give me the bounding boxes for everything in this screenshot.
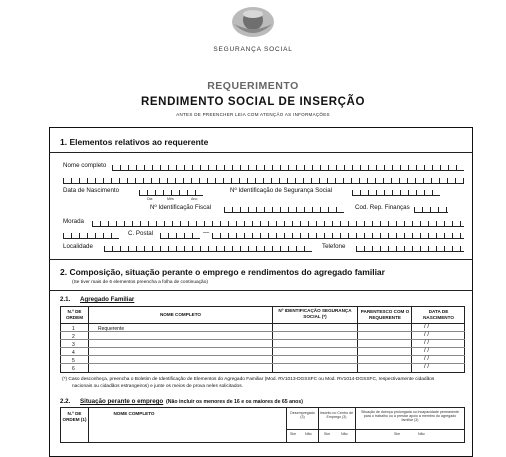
morada-field[interactable]	[92, 216, 464, 227]
telefone-label: Telefone	[322, 243, 346, 250]
cod-financas-field[interactable]	[414, 202, 448, 213]
row-num: 5	[72, 358, 75, 364]
nao-label: Não	[305, 432, 312, 436]
nascimento-label: Data de Nascimento	[63, 187, 120, 194]
morada-label: Morada	[63, 218, 84, 225]
sub21-num: 2.1.	[60, 296, 71, 303]
col-divider	[355, 407, 356, 443]
row-num: 3	[72, 342, 75, 348]
nif-label: Nº Identificação Fiscal	[150, 204, 212, 211]
sim-label: Sim	[324, 432, 331, 436]
col-header-ordem: N.º DE ORDEM	[65, 309, 84, 320]
mes-label: Mês	[167, 197, 174, 201]
col-header-desempregado: Desempregado (3)	[290, 411, 315, 419]
cod-financas-label: Cod. Rep. Finanças	[355, 204, 410, 211]
niss-label: Nº Identificação de Segurança Social	[230, 187, 333, 194]
localidade-label: Localidade	[63, 243, 93, 250]
sub21-title: Agregado Familiar	[80, 296, 135, 303]
ano-label: Ano	[191, 197, 198, 201]
nao-label: Não	[418, 432, 425, 436]
row-num: 2	[72, 334, 75, 340]
date-slashes: / /	[424, 356, 430, 362]
morada-field-line2[interactable]	[63, 228, 119, 239]
nao-label: Não	[341, 432, 348, 436]
requerimento-label: REQUERIMENTO	[207, 80, 299, 92]
col-header-nome: NOME COMPLETO	[113, 411, 155, 416]
date-slashes: / /	[424, 332, 430, 338]
footnote-line2: nacionais ou cidadãos estrangeiros) e junte os meios de prova neles solicitados.	[72, 384, 243, 389]
sim-label: Sim	[290, 432, 297, 436]
section2-title: 2. Composição, situação perante o emprego e rendimentos do agregado familiar	[60, 267, 385, 277]
row-num: 4	[72, 350, 75, 356]
localidade-field[interactable]	[104, 241, 312, 252]
form-title: RENDIMENTO SOCIAL DE INSERÇÃO	[141, 96, 365, 108]
sub22-title: Situação perante o emprego	[80, 398, 164, 405]
header-divider	[60, 323, 465, 324]
cpostal-field[interactable]	[160, 228, 200, 239]
row-divider	[60, 331, 465, 332]
divider	[49, 290, 473, 291]
nome-label: Nome completo	[63, 162, 107, 169]
sub22-num: 2.2.	[60, 398, 71, 405]
nascimento-field[interactable]	[139, 185, 203, 196]
col-divider	[286, 407, 287, 443]
col-header-nascimento: DATA DE NASCIMENTO	[423, 309, 454, 320]
dia-label: Dia	[147, 197, 153, 201]
telefone-field[interactable]	[356, 241, 464, 252]
row-num: 1	[72, 326, 75, 332]
sim-nao-divider	[286, 429, 465, 430]
date-slashes: / /	[424, 340, 430, 346]
col-header-parentesco: PARENTESCO COM O REQUERENTE	[360, 309, 410, 320]
cpostal-dash: —	[203, 229, 210, 236]
row-divider	[60, 363, 465, 364]
divider	[49, 259, 473, 260]
row-num: 6	[72, 366, 75, 372]
row-divider	[60, 355, 465, 356]
sub22-note: (Não incluir os menores de 16 e os maiores de 65 anos)	[166, 399, 303, 405]
col-header-doenca: Situação de doença prolongada ou incapacidade permanente para o trabalho ou a prestar apoio a membro do agregado familiar (3)	[360, 410, 460, 422]
section1-title: 1. Elementos relativos ao requerente	[60, 137, 209, 147]
footnote-line1: (*) Caso desconheça, preencha o Boletim de Identificação de Elementos do Agregado Familiar (Mod. RV1013-DGSSFC ou Mod. RV1014-DGSSFC, respectivamente cidadãos	[62, 377, 435, 382]
col-header-inscrito: Inscrito no Centro de Emprego (3)	[319, 411, 354, 419]
cpostal-locality-field[interactable]	[212, 228, 464, 239]
divider	[49, 152, 473, 153]
instruction-note: ANTES DE PREENCHER LEIA COM ATENÇÃO AS INFORMAÇÕES	[176, 112, 330, 117]
row-nome: Requerente	[98, 326, 125, 332]
date-slashes: / /	[424, 324, 430, 330]
col-header-ordem: N.º DE ORDEM (1)	[62, 411, 87, 422]
nome-field-line2[interactable]	[63, 173, 464, 184]
cpostal-label: C. Postal	[128, 230, 154, 237]
row-divider	[60, 339, 465, 340]
sim-label: Sim	[394, 432, 401, 436]
nome-field[interactable]	[112, 160, 464, 171]
col-header-nome: NOME COMPLETO	[159, 312, 201, 317]
row-divider	[60, 347, 465, 348]
col-header-niss: Nº IDENTIFICAÇÃO SEGURANÇA SOCIAL (*)	[278, 308, 352, 319]
niss-field[interactable]	[352, 185, 440, 196]
date-slashes: / /	[424, 348, 430, 354]
brand-name: SEGURANÇA SOCIAL	[213, 46, 293, 53]
seguranca-social-logo	[228, 4, 278, 46]
section2-note: (Se tiver mais de 6 elementos preencha a folha de continuação)	[72, 280, 208, 285]
nif-field[interactable]	[224, 202, 344, 213]
date-slashes: / /	[424, 364, 430, 370]
